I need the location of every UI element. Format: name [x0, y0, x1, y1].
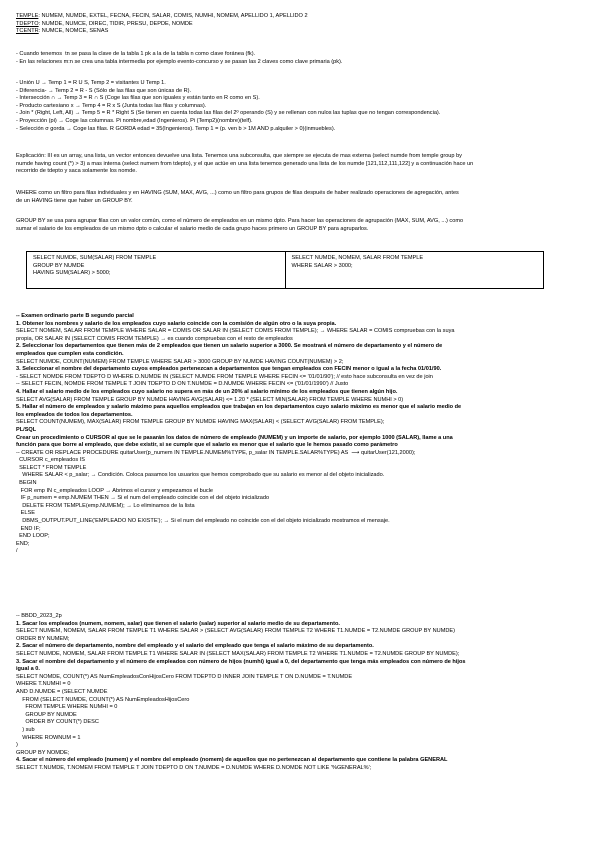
text-line: FROM (SELECT NUMDE, COUNT(*) AS NumEmpleadosHijosCero — [16, 696, 190, 703]
text-line: - Proyección (pi) → Coge las columnas. Pi nombre,edad (Ingenieros). Pi (Temp2)(nombre)(telf). — [16, 117, 253, 124]
question-line: función para que borre al empleado, que debe existir, si se cumple que el salario es menor que el salario que le hemos pasado como parámetro — [16, 442, 398, 449]
text-line: AND D.NUMDE = (SELECT NUMDE — [16, 688, 108, 695]
text-line: recorrido de tdepto y saca solamente los nomde. — [16, 168, 137, 175]
text-line: - En las relaciones m:n se crea una tabla intermedia por ejemplo evento-concurso y se pasan las 2 claves como clave primaria (pk). — [16, 58, 343, 65]
text-line: SELECT NOMDE, COUNT(*) AS NumEmpleadosConHijosCero FROM TDEPTO D INNER JOIN TEMPLE T ON D.NUMDE = T.NUMDE — [16, 673, 353, 680]
text-line: GROUP BY NUMDE — [16, 711, 77, 718]
question-line: 4. Hallar el salario medio de los empleados cuyo salario no supera en más de un 20% al salario mínimo de los empleados que tienen algún hijo. — [16, 388, 398, 395]
text-line: GROUP BY NOMDE; — [16, 749, 70, 756]
text-line: - Selección σ gorda → Coge las filas. R GORDA edad = 35(Ingenieros). Temp 1 = (p. ven b > 1M AND p.alquiler > 0)(inmuebles). — [16, 125, 336, 132]
text-line: SELECT COUNT(NUMEM), MAX(SALAR) FROM TEMPLE GROUP BY NUMDE HAVING MAX(SALAR) < (SELECT AVG(SALAR) FROM TEMPLE); — [16, 419, 385, 426]
text-line: SELECT * FROM TEMPLE — [16, 464, 87, 471]
question-line: los empleados de todos los departamentos. — [16, 411, 133, 418]
text-line: DBMS_OUTPUT.PUT_LINE('EMPLEADO NO EXISTE'); → Si el num del empleado no coincide con el del objeto inicializado mostramos el mensaje. — [16, 518, 390, 525]
text-line: / — [16, 548, 18, 555]
question-line: PL/SQL — [16, 426, 37, 433]
text-line: - Producto cartesiano x → Temp 4 = R x S (Junta todas las filas y columnas). — [16, 102, 207, 109]
sql-example-table — [26, 251, 544, 289]
text-line: WHERE T.NUMHI = 0 — [16, 681, 71, 688]
question-line: -- Examen ordinario parte B segundo parcial — [16, 313, 134, 319]
question-line: 5. Hallar el número de empleados y salario máximo para aquellos empleados que trabajan en los departamentos cuyo salario máximo es menor que el salario medio de — [16, 404, 462, 411]
text-line: - Unión U → Temp 1 = R U S, Temp 2 = visitantes U Temp 1. — [16, 80, 166, 86]
schema-line — [16, 13, 584, 21]
text-line: ) — [16, 742, 18, 749]
table-name: TCENTR — [16, 28, 39, 35]
table-fields: : NUMDE, NUMCE, DIREC, TIDIR, PRESU, DEPDE, NOMDE — [38, 20, 193, 27]
text-line: ELSE — [16, 510, 35, 517]
text-line: END LOOP; — [16, 533, 50, 540]
sql-line: WHERE SALAR > 3000; — [291, 262, 353, 269]
text-line: GROUP BY se usa para agrupar filas con un valor común, como el número de empleados en un mismo dpto. Para hacer las operaciones de agrupación (MAX, SUM, AVG, ...) como — [16, 218, 464, 224]
subquery-explanation — [16, 153, 584, 176]
text-line: FOR emp IN c_empleados LOOP → Abrimos el cursor y empezamos el bucle — [16, 487, 213, 494]
relational-algebra-notes — [16, 80, 584, 133]
table-fields: : NUMCE, NOMCE, SEÑAS — [38, 28, 109, 35]
sql-line: SELECT NUMDE, SUM(SALAR) FROM TEMPLE — [33, 255, 157, 261]
text-line: END IF; — [16, 525, 41, 532]
text-line: WHERE como un filtro para filas individuales y en HAVING (SUM, MAX, AVG, ...) como un filtro para grupos de filas después de haber realizado operaciones de agregación, antes — [16, 190, 459, 196]
text-line: - SELECT NOMDE FROM TDEPTO D WHERE D.NUMDE IN (SELECT NUMDE FROM TEMPLE WHERE FECIN <= '01/01/90'); // esto hace subconsulta en vez de join — [16, 373, 433, 380]
exam-part-b-section — [16, 313, 584, 556]
text-line: ORDER BY NUMEM; — [16, 635, 70, 642]
text-line: SELECT NUMDE, NOMEM, SALAR FROM TEMPLE T1 WHERE SALAR IN (SELECT MAX(SALAR) FROM TEMPLE T2 WHERE T1.NUMDE = T2.NUMDE GROUP BY NUMDE); — [16, 650, 460, 657]
question-line: 1. Obtener los nombres y salario de los empleados cuyo salario coincide con la comisión de algún otro o la suya propia. — [16, 320, 337, 327]
relations-notes — [16, 51, 584, 66]
text-line: SELECT NUMDE, COUNT(NUMEM) FROM TEMPLE WHERE SALAR > 3000 GROUP BY NUMDE HAVING COUNT(NUMEM) > 2; — [16, 358, 344, 365]
text-line: - Diferencia- → Temp 2 = R - S (Sólo de las filas que son únicas de R). — [16, 87, 192, 94]
text-line: Explicación: III es un array, una lista, un vector entonces devuelve una lista. Tenemos una subconsulta, que siempre se ejecuta de mas externa (select numde from temple group by — [16, 153, 462, 159]
schema-line — [16, 21, 584, 29]
text-line: SELECT AVG(SALAR) FROM TEMPLE GROUP BY NUMDE HAVING AVG(SALAR) <= 1.20 * (SELECT MIN(SALAR) FROM TEMPLE WHERE NUMHI > 0) — [16, 396, 404, 403]
text-line: CURSOR c_empleados IS — [16, 457, 86, 464]
text-line: de un HAVING tiene que haber un GROUP BY. — [16, 197, 133, 204]
table-name: TDEPTO — [16, 20, 39, 27]
text-line: -- SELECT FECIN, NOMDE FROM TEMPLE T JOIN TDEPTO D ON T.NUMDE = D.NUMDE WHERE FECIN <= ('01/01/1990') // Justo — [16, 381, 349, 388]
sql-line: GROUP BY NUMDE — [33, 262, 85, 269]
question-line: 3. Seleccionar el nombre del departamento cuyos empleados pertenezcan a departamentos que tengan empleados con FECIN menor o igual a la fecha 01/01/90. — [16, 366, 442, 373]
text-line: ORDER BY COUNT(*) DESC — [16, 719, 99, 726]
having-example-cell — [27, 252, 285, 288]
text-line: WHERE ROWNUM = 1 — [16, 734, 81, 741]
text-line: IF p_numem = emp.NUMEM THEN → Si el num del empleado coincide con el del objeto inicializado — [16, 495, 270, 502]
question-line: 2. Seleccionar los departamentos que tienen más de 2 empleados que tienen un salario superior a 3000. Se mostrará el número de departamento y el número de — [16, 343, 443, 350]
question-line: 1. Sacar los empleados (numem, nomem, salar) que tienen el salario (salar) superior al salario medio de su departamento. — [16, 620, 340, 627]
text-line: numde having count (*) > 3) a mas interna (select numem from tdepto), y el que actúe en una lista tenemos generado una lista de los numde [121,112,111,122] y a continuación hace un — [16, 160, 474, 167]
question-line: 4. Sacar el número del empleado (numem) y el nombre del empleado (nomem) de aquellos que no pertenezcan al departamento que contiene la palabra GENERAL — [16, 757, 448, 764]
text-line: SELECT NUMEM, NOMEM, SALAR FROM TEMPLE T1 WHERE SALAR > (SELECT AVG(SALAR) FROM TEMPLE T2 WHERE T1.NUMDE = T2.NUMDE GROUP BY NUMDE) — [16, 628, 455, 635]
text-line: sumar el salario de los empleados de un mismo dpto o calcular el salario medio de cada grupo haces primero un GROUP BY para agruparlos. — [16, 225, 369, 232]
text-line: - Join * (Right, Left, All) → Temp 5 = R * Right S (Se tienen en cuenta todas las filas del 2º operando (S) y se rellenan con nulos las tuplas que no tengan correspondencia). — [16, 110, 441, 117]
text-line: WHERE SALAR < p_salar; → Condición. Coloca pasamos los usuarios que hemos comprobado que su salario es menor al del objeto inicializado. — [16, 472, 385, 479]
schema-line — [16, 28, 584, 36]
group-by-explanation — [16, 218, 584, 233]
where-example-cell — [285, 252, 544, 288]
text-line: FROM TEMPLE WHERE NUMHI = 0 — [16, 704, 118, 711]
sql-line: SELECT NUMDE, NOMEM, SALAR FROM TEMPLE — [291, 255, 424, 261]
text-line: DELETE FROM TEMPLE(emp.NUMEM); → Lo eliminamos de la lista — [16, 502, 195, 509]
bbdd-2023-section — [16, 613, 584, 772]
question-line: 2. Sacar el número de departamento, nombre del empleado y el salario del empleado que tenga el salario máximo de su departamento. — [16, 643, 374, 650]
question-line: 3. Sacar el nombre del departamento y el número de empleados con número de hijos (numhi) igual a 0, del departamento que tenga más empleados con número de hijos — [16, 658, 466, 665]
text-line: -- BBDD_2023_2p — [16, 613, 62, 619]
text-line: propia, OR SALAR IN (SELECT COMIS FROM TEMPLE) → es cuando compruebas con el resto de empleados — [16, 335, 293, 342]
table-name: TEMPLE — [16, 13, 39, 19]
text-line: - Intersección ∩ → Temp 3 = R ∩ S (Coge las filas que son iguales y están tanto en R como en S). — [16, 95, 260, 102]
table-fields: : NUMEM, NUMDE, EXTEL, FECNA, FECIN, SALAR, COMIS, NUMHI, NOMEM, APELLIDO 1, APELLIDO 2 — [38, 13, 308, 19]
sql-line: HAVING SUM(SALAR) > 5000; — [33, 270, 111, 277]
text-line: END; — [16, 540, 30, 547]
text-line: - Cuando tenemos tn se pasa la clave de la tabla 1 pk a la de la tabla n como clave foránea (fk). — [16, 51, 256, 57]
question-line: empleados que cumplen esta condición. — [16, 350, 124, 357]
question-line: Crear un procedimiento o CURSOR al que se le pasarán los datos de número de empleado (NUMEM) y un importe de salario, por ejemplo 1000 (SALAR), llame a una — [16, 434, 453, 441]
text-line: BEGIN — [16, 480, 37, 487]
question-line: igual a 0. — [16, 666, 40, 673]
where-having-explanation — [16, 190, 584, 205]
text-line: -- CREATE OR REPLACE PROCEDURE quitarUser(p_numem IN TEMPLE.NUMEM%TYPE, p_salar IN TEMPLE.SALAR%TYPE) AS ⟶ quitarUser(121,2000); — [16, 449, 416, 456]
text-line: SELECT T.NUMDE, T.NOMEM FROM TEMPLE T JOIN TDEPTO D ON T.NUMDE = D.NUMDE WHERE D.NOMDE NOT LIKE '%GENERAL%'; — [16, 764, 372, 771]
schema-section — [16, 13, 584, 36]
text-line: ) sub — [16, 726, 35, 733]
text-line: SELECT NOMEM, SALAR FROM TEMPLE WHERE SALAR = COMIS OR SALAR IN (SELECT COMIS FROM TEMPLE); → WHERE SALAR = COMIS compruebas con la suya — [16, 328, 455, 335]
